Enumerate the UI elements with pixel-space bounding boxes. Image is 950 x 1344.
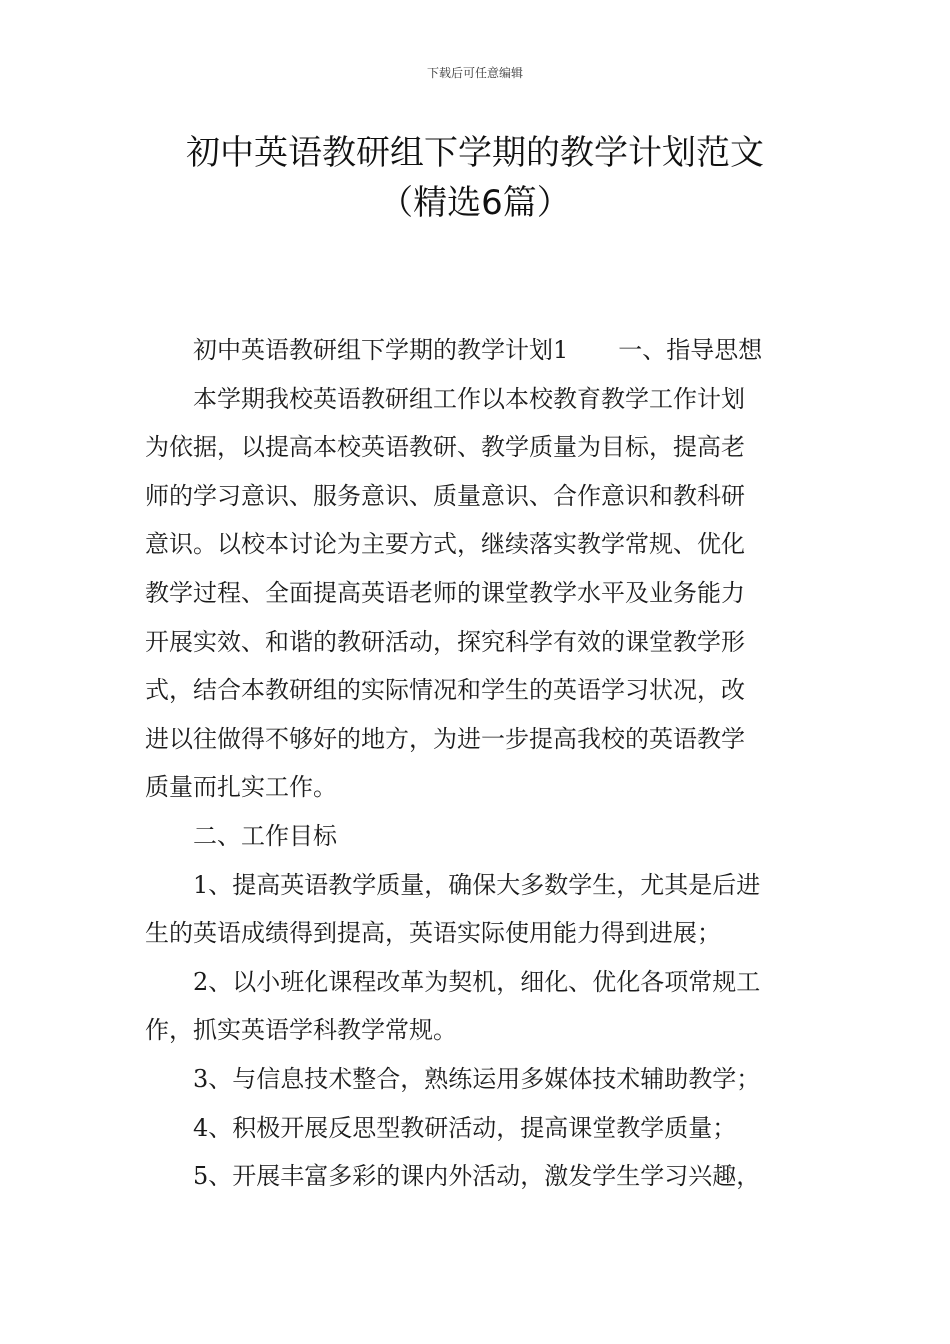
body-line: 2、以小班化课程改革为契机，细化、优化各项常规工 [193,967,761,996]
body-line: 质量而扎实工作。 [145,773,337,802]
body-line: 作，抓实英语学科教学常规。 [145,1016,457,1045]
first-line [145,326,805,375]
document-body [145,326,805,1201]
body-line: 二、工作目标 [193,821,337,850]
body-line: 意识。以校本讨论为主要方式，继续落实教学常规、优化 [145,530,745,559]
body-line: 为依据，以提高本校英语教研、教学质量为目标，提高老 [145,433,745,462]
body-line: 教学过程、全面提高英语老师的课堂教学水平及业务能力 [145,578,745,607]
body-line: 开展实效、和谐的教研活动，探究科学有效的课堂教学形 [145,627,745,656]
body-line: 师的学习意识、服务意识、质量意识、合作意识和教科研 [145,481,745,510]
body-line: 本学期我校英语教研组工作以本校教育教学工作计划 [193,384,745,413]
body-line: 1、提高英语教学质量，确保大多数学生，尤其是后进 [193,870,761,899]
title-line-1: 初中英语教研组下学期的教学计划范文 [186,133,764,173]
body-line: 4、积极开展反思型教研活动，提高课堂教学质量； [193,1113,737,1142]
body-line: 生的英语成绩得到提高，英语实际使用能力得到进展； [145,919,721,948]
body-lines [145,375,805,1201]
body-line: 3、与信息技术整合，熟练运用多媒体技术辅助教学； [193,1064,761,1093]
header-note: 下载后可任意编辑 [426,66,523,80]
plan-heading: 初中英语教研组下学期的教学计划1 [193,336,569,364]
title-line-2: （精选6篇） [379,183,571,223]
body-line: 式，结合本教研组的实际情况和学生的英语学习状况，改 [145,676,745,705]
body-line: 进以往做得不够好的地方，为进一步提高我校的英语教学 [145,724,745,753]
section-heading: 一、指导思想 [618,336,763,364]
body-line: 5、开展丰富多彩的课内外活动，激发学生学习兴趣， [193,1162,761,1191]
document-title [60,128,890,228]
spacer [568,326,618,375]
